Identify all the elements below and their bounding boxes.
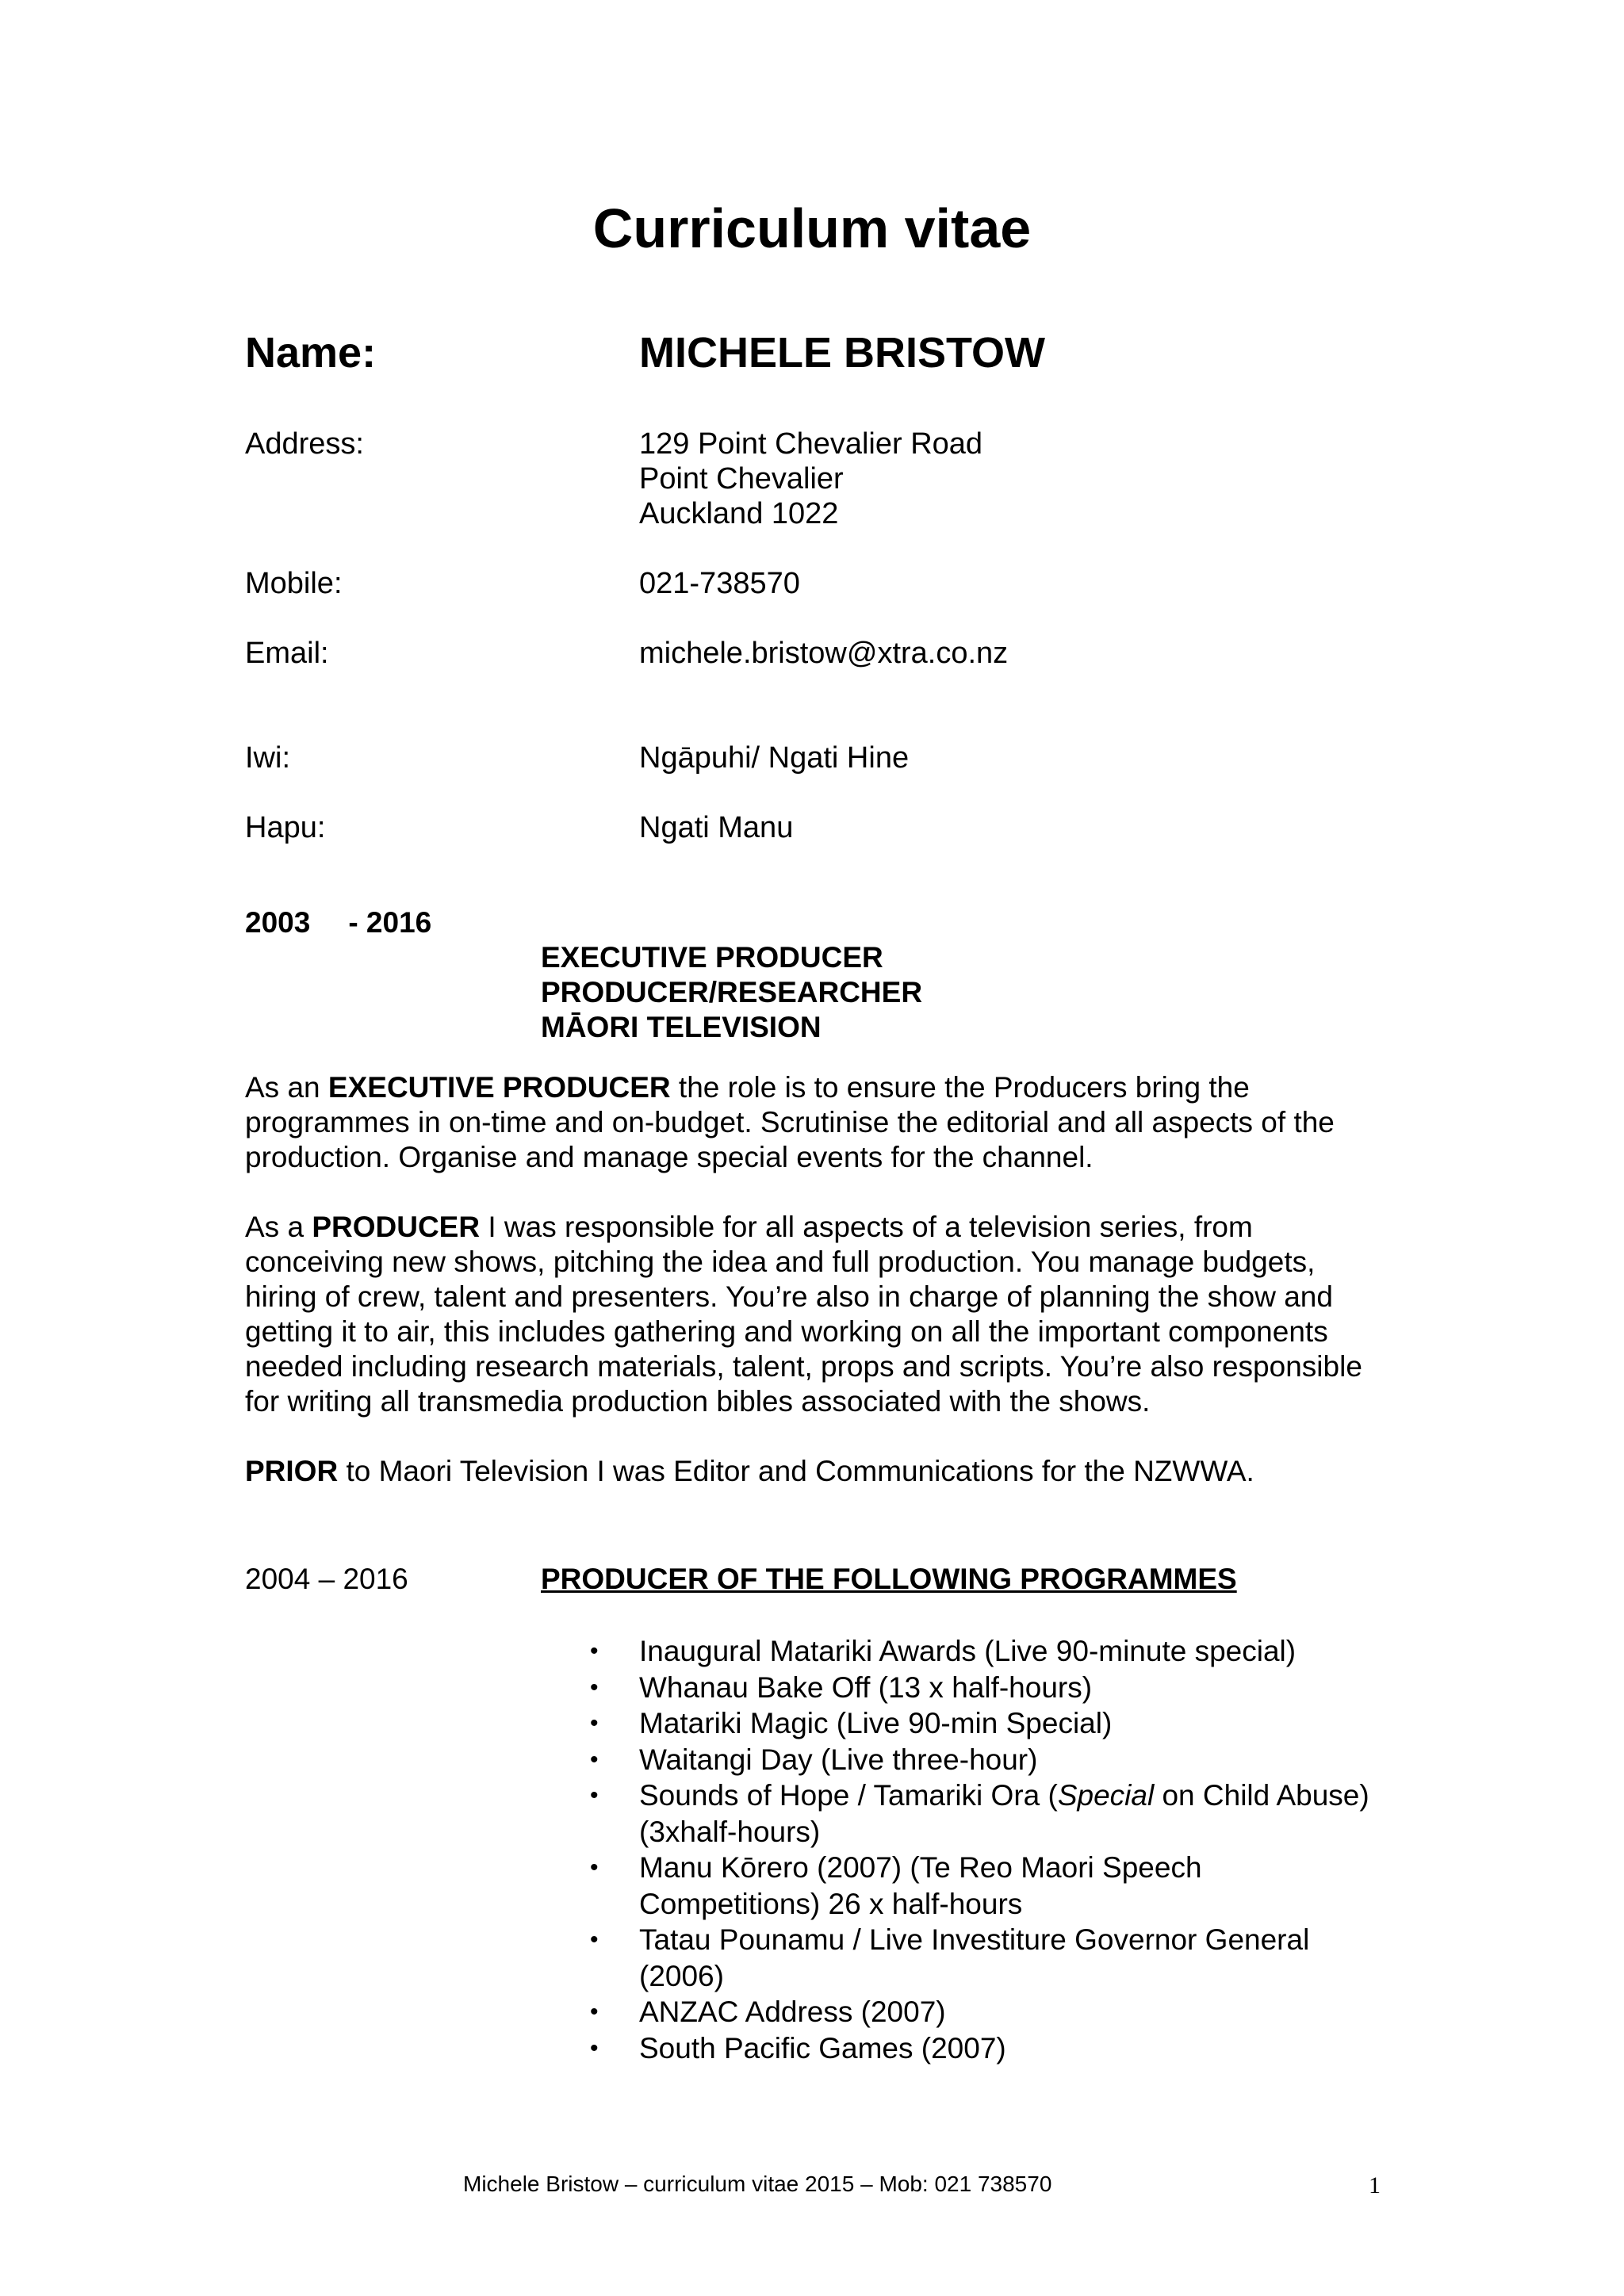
role-executive-producer: EXECUTIVE PRODUCER [541, 941, 883, 974]
page-number: 1 [1369, 2172, 1381, 2198]
prior-paragraph [245, 1454, 1387, 1489]
address-line-3: Auckland 1022 [639, 497, 839, 530]
prior-para-text: to Maori Television I was Editor and Communications for the NZWWA. [338, 1455, 1254, 1487]
producer-para-prefix: As a [245, 1211, 312, 1243]
bullet-icon: • [590, 1710, 599, 1736]
address-line-2: Point Chevalier [639, 462, 844, 496]
list-item [590, 2030, 1391, 2067]
programme-title-suffix: on Child Abuse) (3xhalf-hours) [639, 1779, 1369, 1848]
experience-year-start: 2003 [245, 906, 311, 939]
experience-roles [541, 940, 922, 1045]
programme-title: Inaugural Matariki Awards (Live 90-minute special) [639, 1635, 1297, 1667]
document-title: Curriculum vitae [592, 197, 1032, 259]
list-item [590, 1742, 1391, 1778]
programme-title: Matariki Magic (Live 90-min Special) [639, 1707, 1113, 1739]
executive-producer-paragraph [245, 1070, 1387, 1175]
list-item [590, 1777, 1391, 1850]
programmes-list [590, 1633, 1391, 2066]
programme-title: Sounds of Hope / Tamariki Ora ( [639, 1779, 1058, 1812]
bullet-icon: • [590, 2034, 599, 2061]
exec-para-prefix: As an [245, 1071, 328, 1104]
iwi-value: Ngāpuhi/ Ngati Hine [639, 741, 910, 775]
bullet-icon: • [590, 1638, 599, 1664]
experience-years [245, 905, 431, 940]
programme-title: Tatau Pounamu / Live Investiture Governor General (2006) [639, 1923, 1310, 1992]
producer-para-bold: PRODUCER [312, 1211, 481, 1243]
bullet-icon: • [590, 1927, 599, 1953]
email-value: michele.bristow@xtra.co.nz [639, 637, 1009, 670]
prior-para-bold: PRIOR [245, 1455, 339, 1487]
mobile-value: 021-738570 [639, 567, 800, 600]
programme-title: Manu Kōrero (2007) (Te Reo Maori Speech Competitions) 26 x half-hours [639, 1851, 1202, 1920]
exec-para-text: the role is to ensure the Producers bring the programmes in on-time and on-budget. Scrutinise the editorial and all aspects of the production. Organise and manage special events for the channel. [245, 1071, 1335, 1173]
programme-title: Whanau Bake Off (13 x half-hours) [639, 1670, 1093, 1704]
list-item [590, 1850, 1391, 1922]
name-label: Name: [245, 329, 377, 377]
bullet-icon: • [590, 1746, 599, 1773]
programme-title: Waitangi Day (Live three-hour) [639, 1743, 1038, 1776]
programme-title: ANZAC Address (2007) [639, 1996, 946, 2028]
hapu-label: Hapu: [245, 811, 326, 844]
programme-title-italic: Special [1057, 1779, 1155, 1812]
producer-para-text: I was responsible for all aspects of a television series, from conceiving new shows, pitching the idea and full production. You manage budgets, hiring of crew, talent and presenters. You’re also in charge of planning the show and getting it to air, this includes gathering and working on all the important components needed including research materials, talent, props and scripts. You’re also responsible for writing all transmedia production bibles associated with the shows. [245, 1211, 1362, 1418]
bullet-icon: • [590, 1999, 599, 2025]
programmes-years: 2004 – 2016 [245, 1563, 408, 1595]
list-item [590, 1922, 1391, 1994]
exec-para-bold: EXECUTIVE PRODUCER [327, 1071, 671, 1104]
bullet-icon: • [590, 1782, 599, 1808]
list-item [590, 1994, 1391, 2030]
experience-year-end: - 2016 [348, 906, 432, 939]
name-value: MICHELE BRISTOW [639, 329, 1045, 377]
role-employer: MĀORI TELEVISION [541, 1011, 822, 1043]
address-line-1: 129 Point Chevalier Road [639, 427, 983, 461]
bullet-icon: • [590, 1854, 599, 1881]
mobile-label: Mobile: [245, 567, 343, 600]
address-label: Address: [245, 427, 364, 461]
bullet-icon: • [590, 1674, 599, 1701]
hapu-value: Ngati Manu [639, 811, 794, 844]
list-item [590, 1633, 1391, 1670]
programme-title: South Pacific Games (2007) [639, 2031, 1006, 2064]
programmes-heading: PRODUCER OF THE FOLLOWING PROGRAMMES [541, 1563, 1237, 1595]
role-producer-researcher: PRODUCER/RESEARCHER [541, 976, 923, 1008]
list-item [590, 1705, 1391, 1742]
iwi-label: Iwi: [245, 741, 290, 775]
page-footer: Michele Bristow – curriculum vitae 2015 – Mob: 021 738570 [463, 2172, 1052, 2196]
producer-paragraph [245, 1210, 1387, 1419]
list-item [590, 1670, 1391, 1706]
email-label: Email: [245, 637, 329, 670]
